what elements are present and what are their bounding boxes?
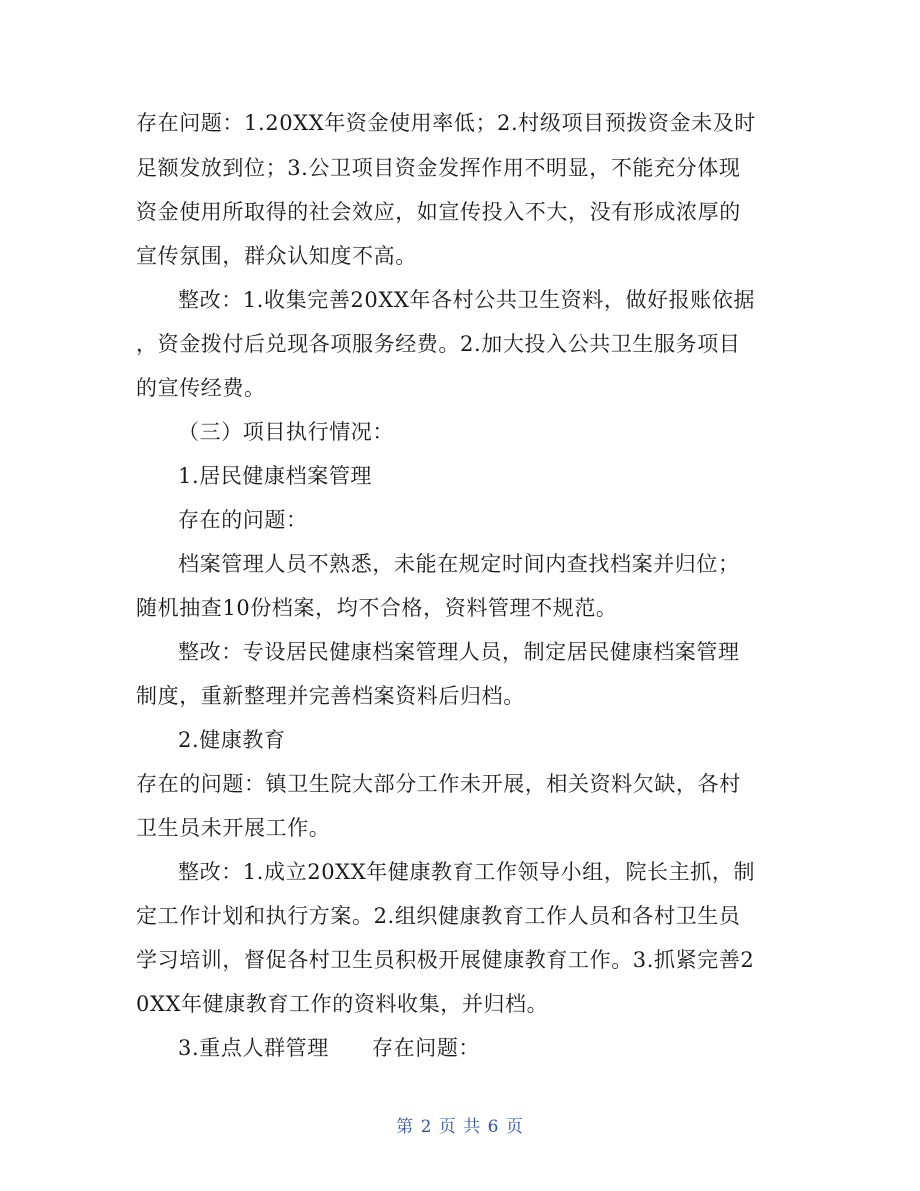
subsection-heading: 2.健康教育 xyxy=(178,728,286,752)
text-line: 足额发放到位；3.公卫项目资金发挥作用不明显，不能充分体现 xyxy=(136,156,741,180)
text-line: 档案管理人员不熟悉，未能在规定时间内查找档案并归位； xyxy=(178,552,740,576)
text-line: 整改：专设居民健康档案管理人员，制定居民健康档案管理 xyxy=(178,640,740,664)
text-line: 存在的问题： xyxy=(178,508,308,532)
text-line: 卫生员未开展工作。 xyxy=(136,816,331,840)
text-line: 定工作计划和执行方案。2.组织健康教育工作人员和各村卫生员 xyxy=(136,904,741,928)
text-line: 存在的问题：镇卫生院大部分工作未开展，相关资料欠缺，各村 xyxy=(136,772,741,796)
subsection-heading: 1.居民健康档案管理 xyxy=(178,464,373,488)
text-line: 存在问题：1.20XX年资金使用率低；2.村级项目预拨资金未及时 xyxy=(136,111,756,135)
text-line: ，资金拨付后兑现各项服务经费。2.加大投入公共卫生服务项目 xyxy=(136,332,741,356)
text-line: 宣传氛围，群众认知度不高。 xyxy=(136,244,417,268)
text-line: 随机抽查10份档案，均不合格，资料管理不规范。 xyxy=(136,596,618,620)
text-line: 学习培训，督促各村卫生员积极开展健康教育工作。3.抓紧完善2 xyxy=(136,948,755,972)
subsection-heading: 3.重点人群管理 存在问题： xyxy=(178,1036,481,1060)
section-heading: （三）项目执行情况： xyxy=(178,420,394,444)
text-line: 0XX年健康教育工作的资料收集，并归档。 xyxy=(136,992,549,1016)
text-line: 整改：1.收集完善20XX年各村公共卫生资料，做好报账依据 xyxy=(178,288,756,312)
text-line: 制度，重新整理并完善档案资料后归档。 xyxy=(136,684,525,708)
text-line: 资金使用所取得的社会效应，如宣传投入不大，没有形成浓厚的 xyxy=(136,200,741,224)
text-line: 的宣传经费。 xyxy=(136,376,266,400)
page-number-footer: 第 2 页 共 6 页 xyxy=(396,1117,524,1137)
text-line: 整改：1.成立20XX年健康教育工作领导小组，院长主抓，制 xyxy=(178,860,756,884)
